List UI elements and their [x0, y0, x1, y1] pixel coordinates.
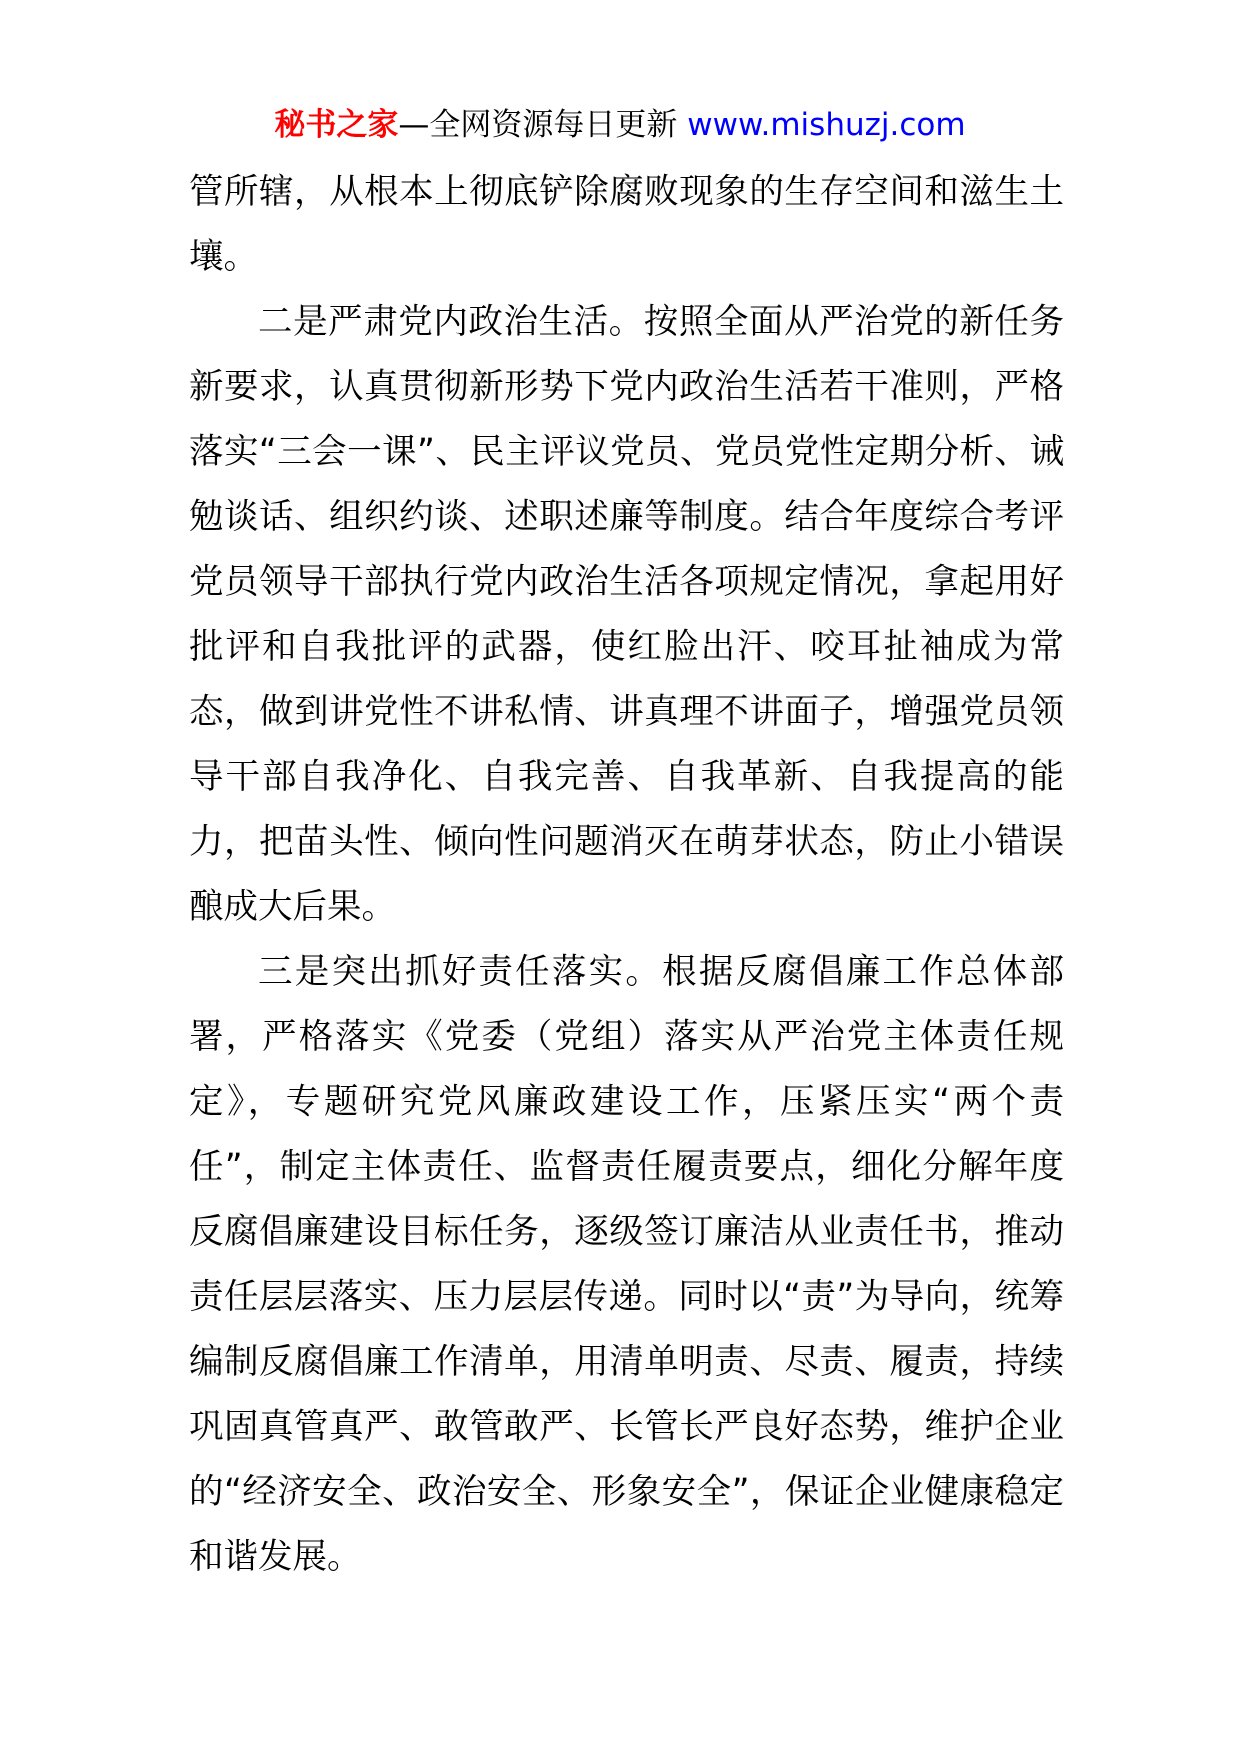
header-tagline: —全网资源每日更新	[398, 107, 678, 143]
paragraph-responsibility: 三是突出抓好责任落实。根据反腐倡廉工作总体部署，严格落实《党委（党组）落实从严治党主体责任规定》，专题研究党风廉政建设工作，压紧压实“两个责任”，制定主体责任、监督责任履责要点，细化分解年度反腐倡廉建设目标任务，逐级签订廉洁从业责任书，推动责任层层落实、压力层层传递。同时以“责”为导向，统筹编制反腐倡廉工作清单，用清单明责、尽责、履责，持续巩固真管真严、敢管敢严、长管长严良好态势，维护企业的“经济安全、政治安全、形象安全”，保证企业健康稳定和谐发展。	[189, 952, 1064, 1577]
paragraph-political-life: 二是严肃党内政治生活。按照全面从严治党的新任务新要求，认真贯彻新形势下党内政治生活若干准则，严格落实“三会一课”、民主评议党员、党员党性定期分析、诫勉谈话、组织约谈、述职述廉等制度。结合年度综合考评党员领导干部执行党内政治生活各项规定情况，拿起用好批评和自我批评的武器，使红脸出汗、咬耳扯袖成为常态，做到讲党性不讲私情、讲真理不讲面子，增强党员领导干部自我净化、自我完善、自我革新、自我提高的能力，把苗头性、倾向性问题消灭在萌芽状态，防止小错误酿成大后果。	[189, 302, 1064, 927]
document-body	[189, 160, 1064, 1590]
site-url-link[interactable]: www.mishuzj.com	[687, 107, 966, 143]
brand-name: 秘书之家	[274, 107, 399, 143]
page-header	[0, 100, 1240, 150]
paragraph-continuation: 管所辖，从根本上彻底铲除腐败现象的生存空间和滋生土壤。	[189, 172, 1064, 277]
